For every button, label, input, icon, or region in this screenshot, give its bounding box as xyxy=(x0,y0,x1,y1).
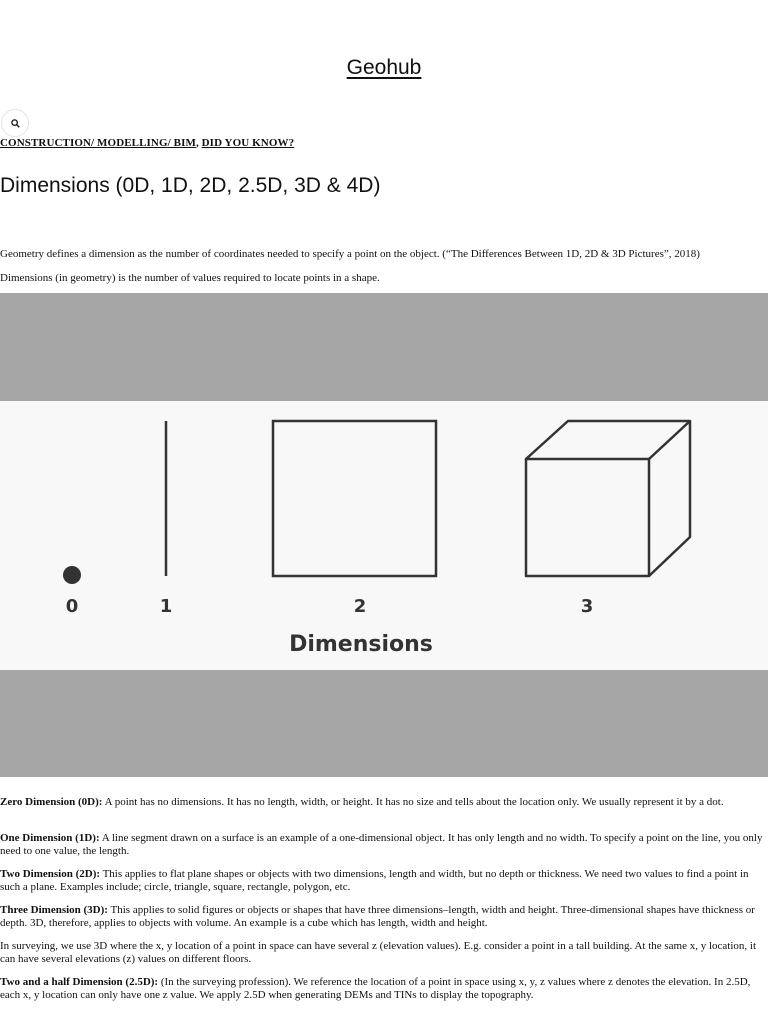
post-categories xyxy=(0,137,294,149)
paragraph-term: Two Dimension (2D): xyxy=(0,868,101,880)
figure-band-top xyxy=(0,293,768,401)
paragraph-text: In surveying, we use 3D where the x, y location of a point in space can have several z (elevation values). E.g. consider a point in a tall building. At the same x, y location, it can have several elevations (z) values on different floors. xyxy=(0,940,757,965)
category-separator: , xyxy=(195,137,202,149)
intro-paragraph: Geometry defines a dimension as the number of coordinates needed to specify a point on the object. (“The Differences Between 1D, 2D & 3D Pictures”, 2018) xyxy=(0,248,700,260)
cube-shape xyxy=(526,421,690,576)
paragraph-term: Zero Dimension (0D): xyxy=(0,796,103,808)
body-paragraph xyxy=(0,904,768,930)
category-link-construction[interactable]: CONSTRUCTION/ MODELLING/ BIM xyxy=(0,137,196,149)
site-title xyxy=(0,56,768,80)
body-paragraph xyxy=(0,832,768,858)
dimensions-illustration xyxy=(0,401,768,670)
dimension-label: 3 xyxy=(580,596,594,617)
body-paragraph xyxy=(0,940,768,966)
paragraph-text: This applies to flat plane shapes or objects with two dimensions, length and width, but no depth or thickness. We need two values to find a point in such a plane. Examples include; circle, triangle, square, rectangle, polygon, etc. xyxy=(0,868,749,893)
figure-caption: Dimensions xyxy=(289,632,433,657)
figure-band-bottom xyxy=(0,670,768,777)
dimension-label: 0 xyxy=(65,596,79,617)
paragraph-text: A line segment drawn on a surface is an example of a one-dimensional object. It has only length and no width. To specify a point on the line, you only need to one value, the length. xyxy=(0,832,763,857)
search-button[interactable] xyxy=(1,109,29,137)
body-paragraph xyxy=(0,868,768,894)
paragraph-text: (In the surveying profession). We reference the location of a point in space using x, y, z values where z denotes the elevation. In 2.5D, each x, y location can only have one z value. We apply 2.5D when generating DEMs and TINs to display the topography. xyxy=(0,976,751,1001)
square-shape xyxy=(273,421,436,576)
dimension-label: 2 xyxy=(353,596,367,617)
paragraph-term: Three Dimension (3D): xyxy=(0,904,108,916)
intro-paragraph: Dimensions (in geometry) is the number of values required to locate points in a shape. xyxy=(0,272,380,284)
category-link-did-you-know[interactable]: DID YOU KNOW? xyxy=(201,137,295,149)
paragraph-term: Two and a half Dimension (2.5D): xyxy=(0,976,159,988)
search-icon xyxy=(11,119,20,128)
point-shape xyxy=(63,566,81,584)
site-title-link[interactable]: Geohub xyxy=(346,56,422,79)
dimensions-figure xyxy=(0,401,768,670)
dimension-label: 1 xyxy=(159,596,173,617)
paragraph-text: This applies to solid figures or objects or shapes that have three dimensions–length, width and height. Three-dimensional shapes have thickness or depth. 3D, therefore, applies to objects with volume. An example is a cube which has length, width and height. xyxy=(0,904,755,929)
body-paragraph xyxy=(0,796,768,809)
body-paragraph xyxy=(0,976,768,1002)
paragraph-text: A point has no dimensions. It has no length, width, or height. It has no size and tells about the location only. We usually represent it by a dot. xyxy=(102,796,724,808)
paragraph-term: One Dimension (1D): xyxy=(0,832,100,844)
post-title: Dimensions (0D, 1D, 2D, 2.5D, 3D & 4D) xyxy=(0,174,381,197)
